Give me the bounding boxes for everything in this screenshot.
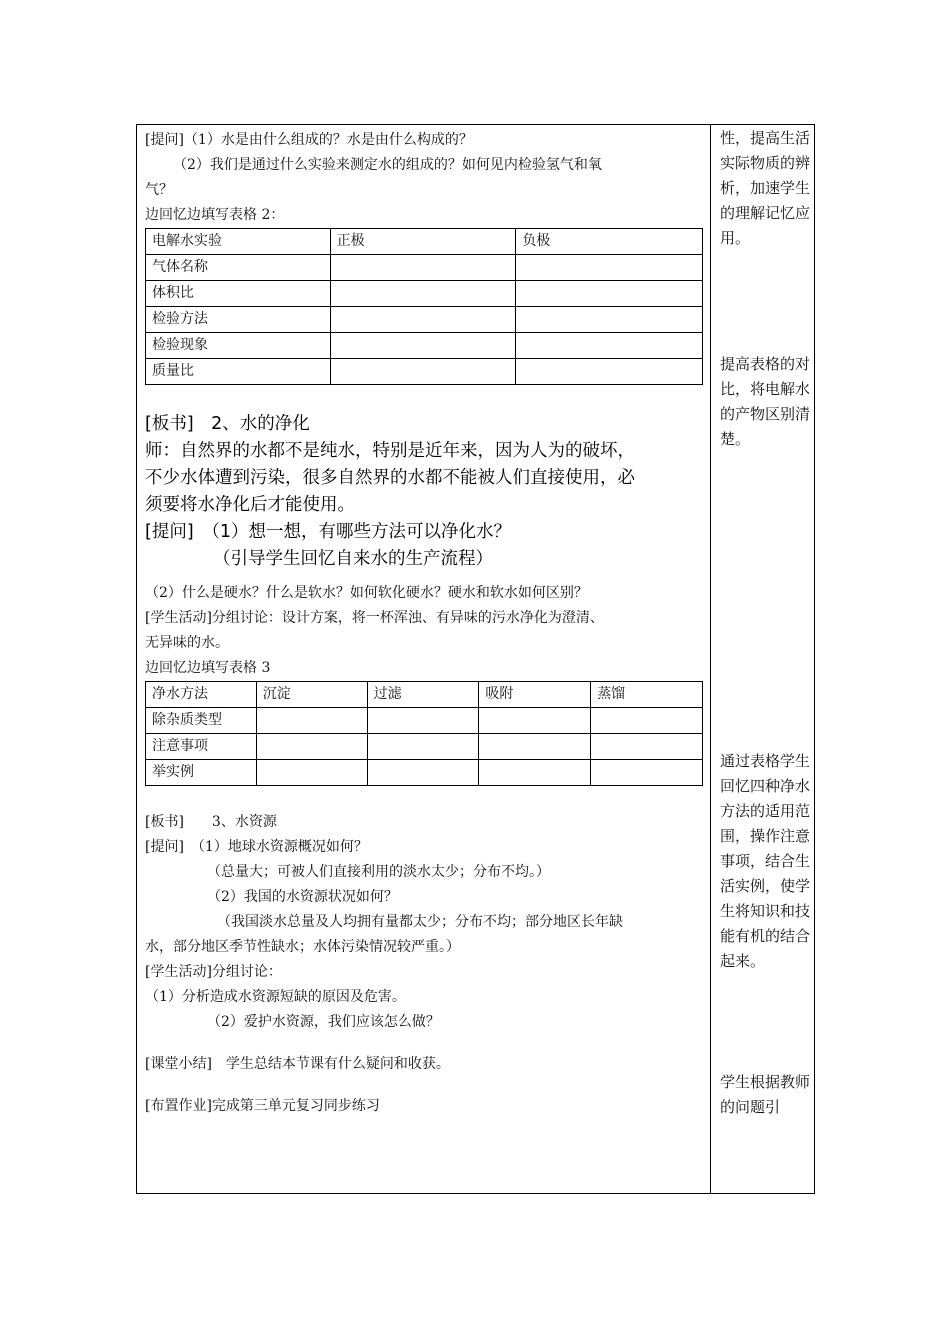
table3-header-cell: 吸附 xyxy=(479,682,591,708)
question-1: [提问]（1）水是由什么组成的？水是由什么构成的？ xyxy=(145,132,473,148)
resources-answer-2-line1: （我国淡水总量及人均拥有量都太少；分布不均；部分地区长年缺 xyxy=(217,914,623,930)
question-2-line2: 气？ xyxy=(145,182,173,198)
purification-question-note: （引导学生回忆自来水的生产流程） xyxy=(213,549,493,569)
table3-row xyxy=(146,760,703,786)
table2-row xyxy=(146,359,703,385)
table3-blank-cell[interactable] xyxy=(479,734,591,760)
class-summary: [课堂小结] 学生总结本节课有什么疑问和收获。 xyxy=(145,1056,450,1072)
note-1: 性，提高生活实际物质的辨析，加速学生的理解记忆应用。 xyxy=(720,129,811,247)
table3-blank-cell[interactable] xyxy=(256,708,367,734)
table2-blank-cell[interactable] xyxy=(516,333,703,359)
table-3 xyxy=(145,681,703,786)
table3-row-label: 注意事项 xyxy=(146,734,257,760)
table2-blank-cell[interactable] xyxy=(516,255,703,281)
resources-question-1: [提问] （1）地球水资源概况如何？ xyxy=(145,839,368,855)
table2-blank-cell[interactable] xyxy=(330,333,516,359)
table2-row xyxy=(146,255,703,281)
table2-blank-cell[interactable] xyxy=(330,281,516,307)
table2-header-row xyxy=(146,229,703,255)
table3-row-label: 举实例 xyxy=(146,760,257,786)
table2-blank-cell[interactable] xyxy=(516,307,703,333)
purification-question-2: （2）什么是硬水？什么是软水？如何软化硬水？硬水和软水如何区别？ xyxy=(145,585,588,601)
table3-row xyxy=(146,708,703,734)
table3-blank-cell[interactable] xyxy=(367,760,479,786)
teacher-line-1: 师：自然界的水都不是纯水，特别是近年来，因为人为的破坏， xyxy=(145,441,635,461)
table2-row xyxy=(146,333,703,359)
purification-question-1: [提问] （1）想一想，有哪些方法可以净化水？ xyxy=(145,522,512,542)
resources-answer-1: （总量大；可被人们直接利用的淡水太少；分布不均。） xyxy=(207,864,550,880)
discussion-1: （1）分析造成水资源短缺的原因及危害。 xyxy=(145,989,406,1005)
table2-row-label: 检验现象 xyxy=(146,333,331,359)
table2-blank-cell[interactable] xyxy=(516,359,703,385)
table2-row-label: 质量比 xyxy=(146,359,331,385)
table2-blank-cell[interactable] xyxy=(516,281,703,307)
purification-block xyxy=(145,411,705,573)
table3-header-cell: 过滤 xyxy=(367,682,479,708)
teacher-line-3: 须要将水净化后才能使用。 xyxy=(145,495,355,515)
activity-line-1: [学生活动]分组讨论：设计方案，将一杯浑浊、有异味的污水净化为澄清、 xyxy=(145,610,604,626)
table3-header-row xyxy=(146,682,703,708)
table3-blank-cell[interactable] xyxy=(591,760,703,786)
table3-header-cell: 沉淀 xyxy=(256,682,367,708)
column-divider xyxy=(710,124,711,1194)
table3-blank-cell[interactable] xyxy=(591,708,703,734)
table3-blank-cell[interactable] xyxy=(367,734,479,760)
note-3: 通过表格学生回忆四种净水方法的适用范围，操作注意事项，结合生活实例，使学生将知识和技能有机的结合起来。 xyxy=(720,752,811,970)
table3-blank-cell[interactable] xyxy=(479,760,591,786)
teacher-line-2: 不少水体遭到污染，很多自然界的水都不能被人们直接使用，必 xyxy=(145,468,635,488)
purification-heading: [板书] 2、水的净化 xyxy=(145,414,310,434)
table2-row xyxy=(146,281,703,307)
resources-heading: [板书] 3、水资源 xyxy=(145,814,277,830)
table2-header-cell: 负极 xyxy=(516,229,703,255)
table3-blank-cell[interactable] xyxy=(367,708,479,734)
table3-intro: 边回忆边填写表格 3 xyxy=(145,660,271,676)
table2-intro: 边回忆边填写表格 2： xyxy=(145,207,285,223)
note-2: 提高表格的对比，将电解水的产物区别清楚。 xyxy=(720,355,811,448)
table2-row-label: 检验方法 xyxy=(146,307,331,333)
table2-row xyxy=(146,307,703,333)
table3-header-cell: 净水方法 xyxy=(146,682,257,708)
note-4: 学生根据教师的问题引 xyxy=(720,1073,811,1116)
activity-line-2: 无异味的水。 xyxy=(145,635,229,651)
table3-blank-cell[interactable] xyxy=(479,708,591,734)
table3-header-cell: 蒸馏 xyxy=(591,682,703,708)
table2-blank-cell[interactable] xyxy=(330,359,516,385)
table2-blank-cell[interactable] xyxy=(330,255,516,281)
question-2-line1: （2）我们是通过什么实验来测定水的组成的？如何见内检验氢气和氧 xyxy=(173,157,602,173)
table-2 xyxy=(145,228,703,385)
table3-blank-cell[interactable] xyxy=(256,760,367,786)
resources-question-2: （2）我国的水资源状况如何？ xyxy=(207,889,398,905)
table3-row-label: 除杂质类型 xyxy=(146,708,257,734)
table2-header-cell: 正极 xyxy=(330,229,516,255)
table2-blank-cell[interactable] xyxy=(330,307,516,333)
table3-blank-cell[interactable] xyxy=(591,734,703,760)
discussion-2: （2）爱护水资源，我们应该怎么做？ xyxy=(207,1014,440,1030)
main-column xyxy=(145,128,705,1119)
table3-blank-cell[interactable] xyxy=(256,734,367,760)
table2-row-label: 气体名称 xyxy=(146,255,331,281)
notes-column xyxy=(720,126,810,1120)
homework: [布置作业]完成第三单元复习同步练习 xyxy=(145,1098,380,1114)
table2-header-cell: 电解水实验 xyxy=(146,229,331,255)
resources-activity: [学生活动]分组讨论： xyxy=(145,964,282,980)
resources-answer-2-line2: 水，部分地区季节性缺水；水体污染情况较严重。） xyxy=(145,939,460,955)
table3-row xyxy=(146,734,703,760)
table2-row-label: 体积比 xyxy=(146,281,331,307)
